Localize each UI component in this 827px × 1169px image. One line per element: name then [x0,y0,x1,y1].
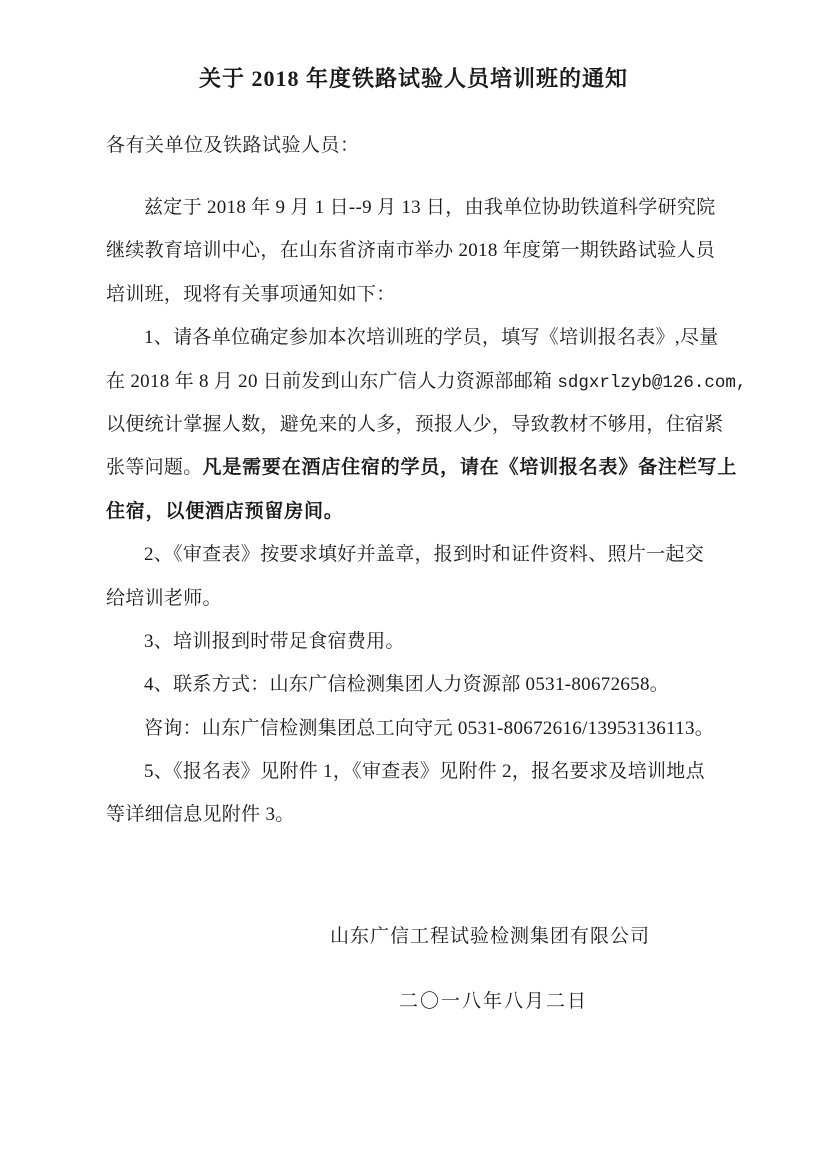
salutation: 各有关单位及铁路试验人员： [106,135,360,156]
body-line [106,273,746,316]
body-line [106,446,746,489]
body-line [106,490,746,533]
body-line [106,403,746,446]
body-line [106,186,746,229]
text-segment: 1、请各单位确定参加本次培训班的学员，填写《培训报名表》,尽量 [144,327,719,349]
text-segment: 等详细信息见附件 3。 [106,804,295,826]
body-line [106,533,746,576]
body-line [106,577,746,620]
text-segment: 咨询：山东广信检测集团总工向守元 0531-80672616/13953136113。 [144,717,715,739]
text-segment: 以便统计掌握人数，避免来的人多，预报人少，导致教材不够用，住宿紧 [106,413,724,435]
signature-date: 二〇一八年八月二日 [399,991,589,1012]
bold-text-segment: 住宿，以便酒店预留房间。 [106,500,344,522]
document-body [106,186,746,837]
body-line [106,793,746,836]
signature-company: 山东广信工程试验检测集团有限公司 [330,926,651,947]
body-line [106,663,746,706]
email-text-segment: sdgxrlzyb@126.com, [557,372,747,393]
text-segment: 给培训老师。 [106,587,222,609]
text-segment: 3、培训报到时带足食宿费用。 [144,630,405,652]
text-segment: 4、联系方式：山东广信检测集团人力资源部 0531-80672658。 [144,674,670,696]
body-line [106,316,746,359]
bold-text-segment: 凡是需要在酒店住宿的学员，请在《培训报名表》备注栏写上 [202,457,738,479]
body-line [106,229,746,272]
text-segment: 在 2018 年 8 月 20 日前发到山东广信人力资源部邮箱 [106,370,558,392]
body-line [106,750,746,793]
body-line [106,620,746,663]
document-title: 关于 2018 年度铁路试验人员培训班的通知 [198,66,628,91]
body-line [106,360,746,403]
text-segment: 培训班，现将有关事项通知如下： [106,283,396,305]
text-segment: 张等问题。 [106,457,203,479]
text-segment: 2、《审查表》按要求填好并盖章，报到时和证件资料、照片一起交 [144,544,705,566]
text-segment: 兹定于 2018 年 9 月 1 日--9 月 13 日，由我单位协助铁道科学研究院 [144,197,716,218]
body-line [106,707,746,750]
text-segment: 5、《报名表》见附件 1，《审查表》见附件 2，报名要求及培训地点 [144,761,705,783]
text-segment: 继续教育培训中心，在山东省济南市举办 2018 年度第一期铁路试验人员 [106,240,716,262]
